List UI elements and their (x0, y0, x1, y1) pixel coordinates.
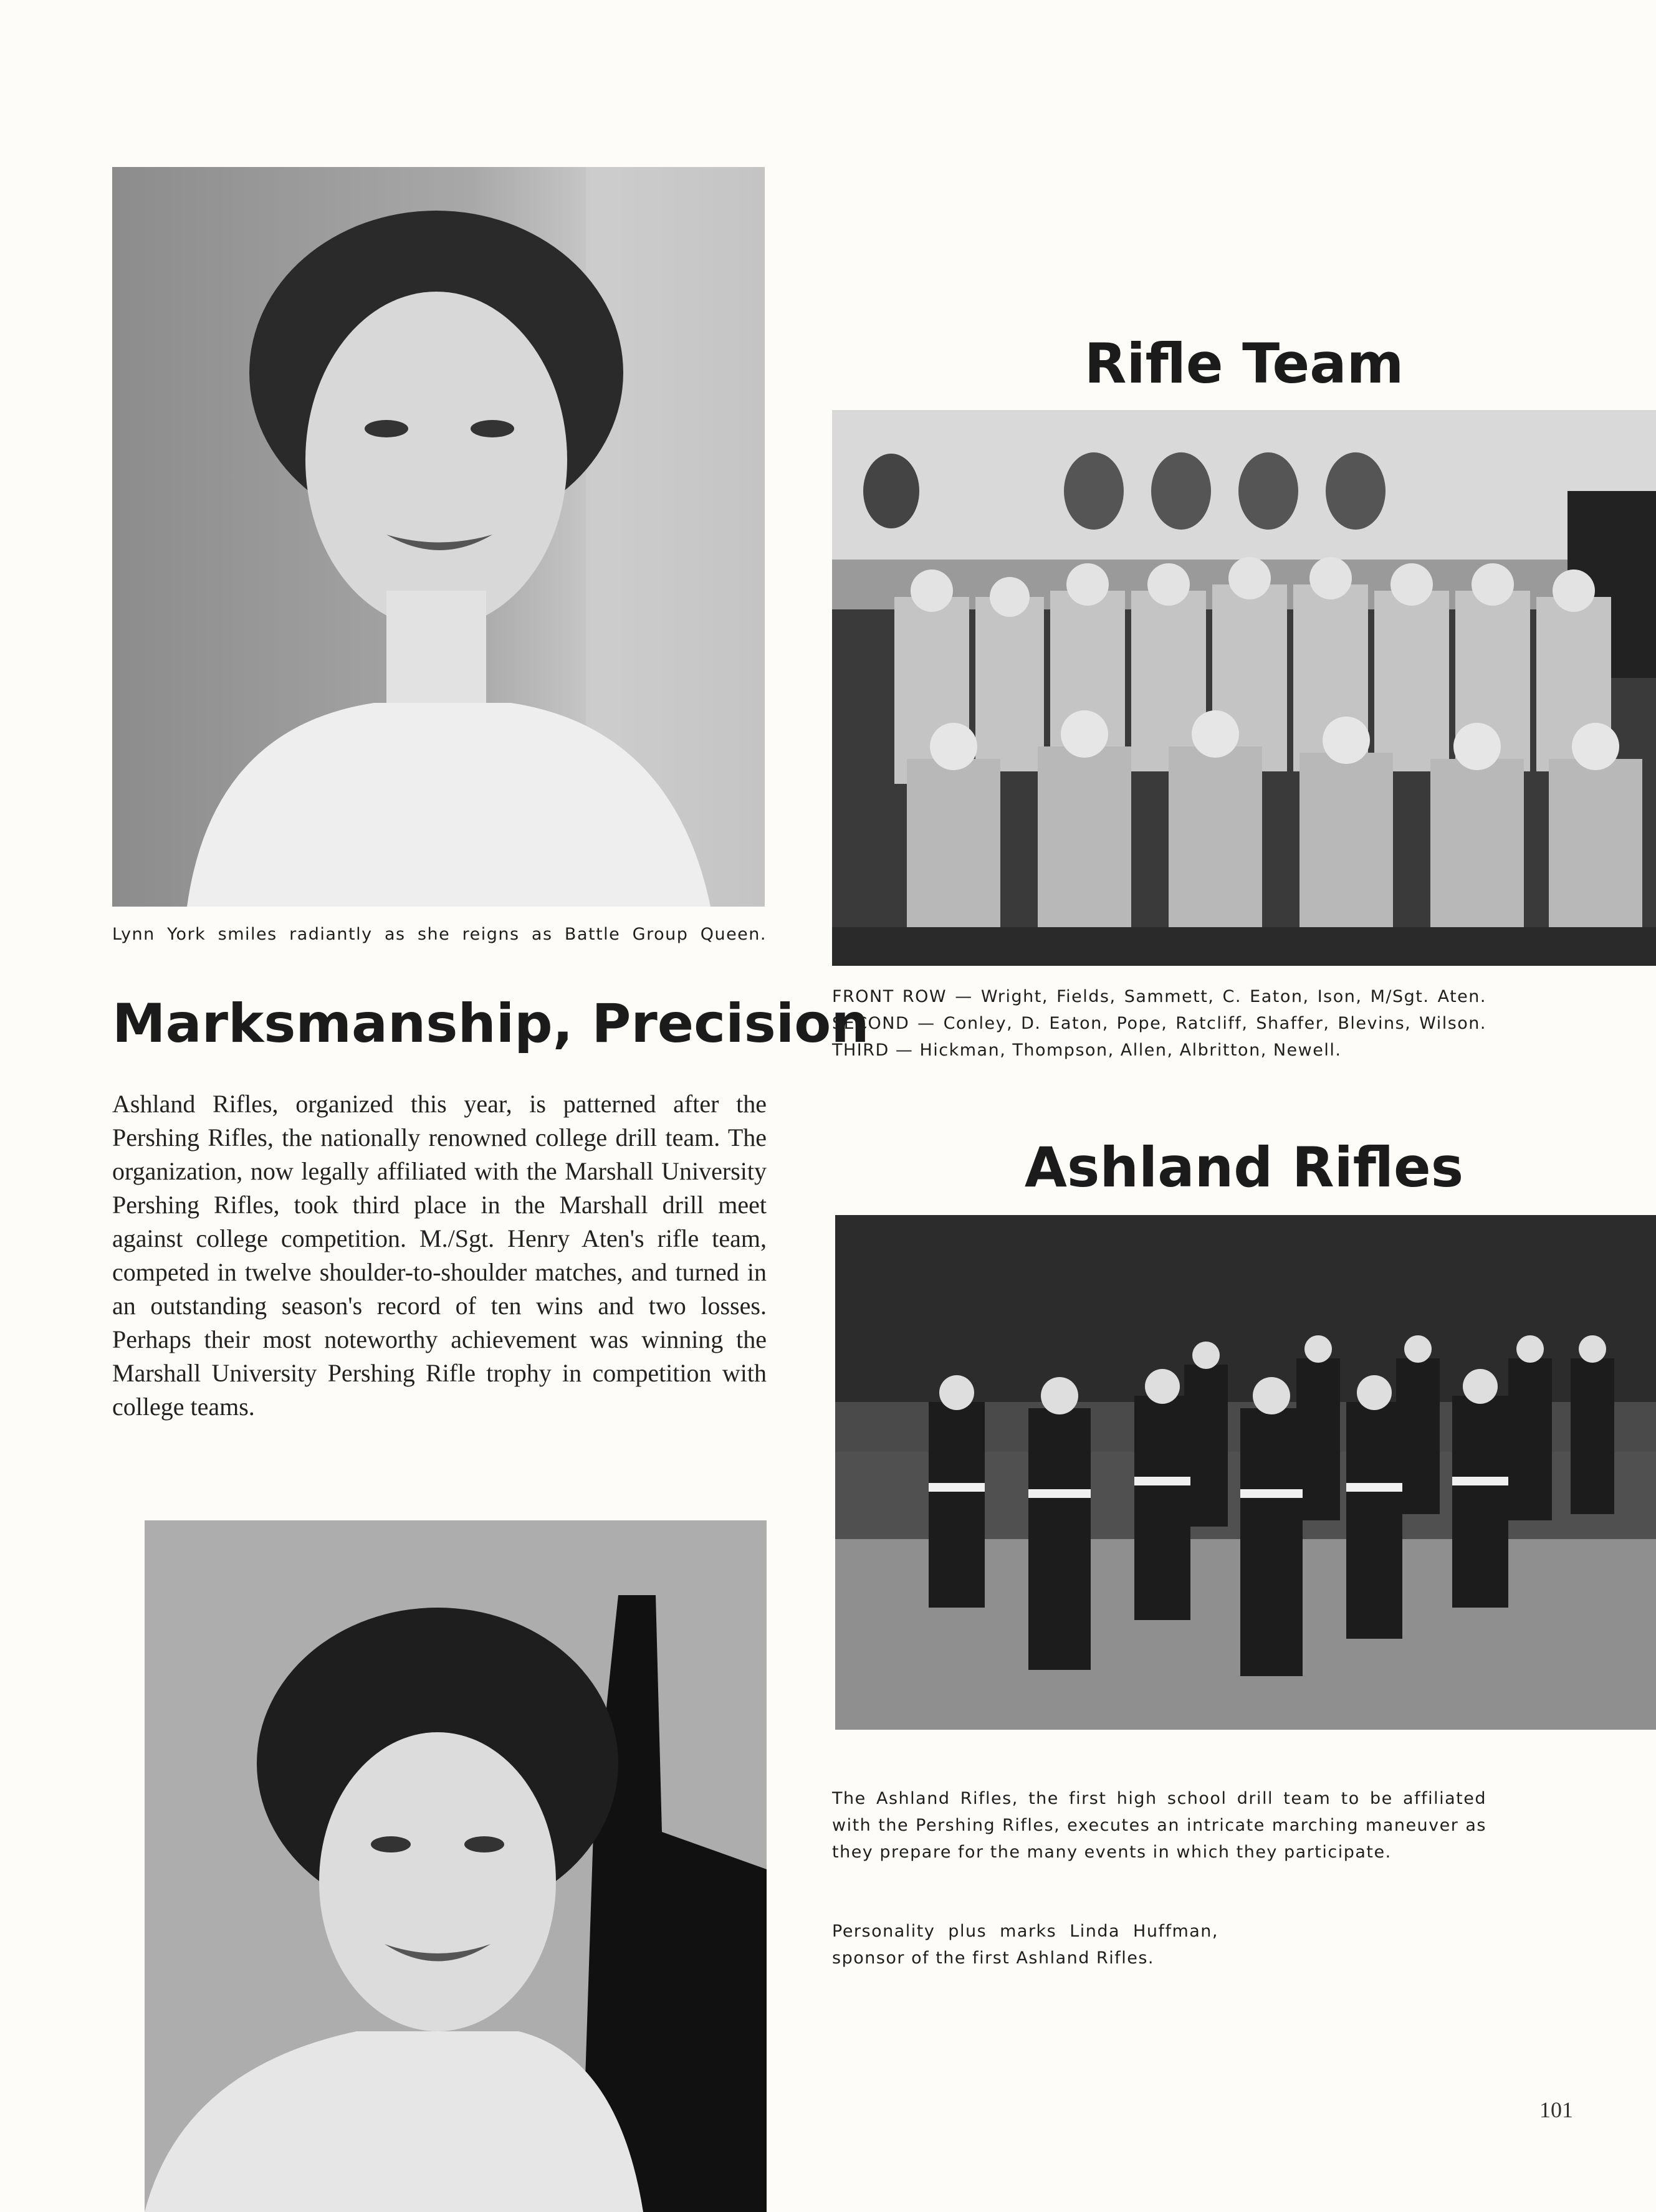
article-heading: Marksmanship, Precision (112, 993, 869, 1055)
rifle-team-heading: Rifle Team (1084, 331, 1404, 396)
article-body: Ashland Rifles, organized this year, is patterned after the Pershing Rifles, the nationally renowned college drill team. The organization, now legally affiliated with the Marshall University Pershing Rifles, took third place in the Marshall drill meet against college competition. M./Sgt. Henry Aten's rifle team, competed in twelve shoulder-to-shoulder matches, and turned in an outstanding season's record of ten wins and two losses. Perhaps their most noteworthy achievement was winning the Marshall University Pershing Rifle trophy in competition with college teams. (112, 1090, 767, 1421)
ashland-rifles-caption: The Ashland Rifles, the first high school drill team to be affiliated with the Pershing Rifles, executes an intricate marching maneuver as they prepare for the many events in which they participate. (832, 1789, 1486, 1862)
lynn-york-caption: Lynn York smiles radiantly as she reigns as Battle Group Queen. (112, 925, 767, 944)
rifle-team-group-photo (832, 410, 1656, 966)
linda-huffman-portrait-photo (145, 1520, 767, 2212)
lynn-york-portrait-photo (112, 167, 765, 907)
linda-huffman-caption: Personality plus marks Linda Huffman, sponsor of the first Ashland Rifles. (832, 1922, 1218, 1968)
ashland-rifles-heading: Ashland Rifles (1024, 1135, 1464, 1199)
rifle-team-caption: FRONT ROW — Wright, Fields, Sammett, C. Eaton, Ison, M/Sgt. Aten. SECOND — Conley, D. Eaton, Pope, Ratcliff, Shaffer, Blevins, Wilson. THIRD — Hickman, Thompson, Allen, Albritton, Newell. (832, 987, 1486, 1060)
page-number: 101 (1539, 2097, 1573, 2122)
ashland-rifles-drill-photo (835, 1215, 1656, 1730)
